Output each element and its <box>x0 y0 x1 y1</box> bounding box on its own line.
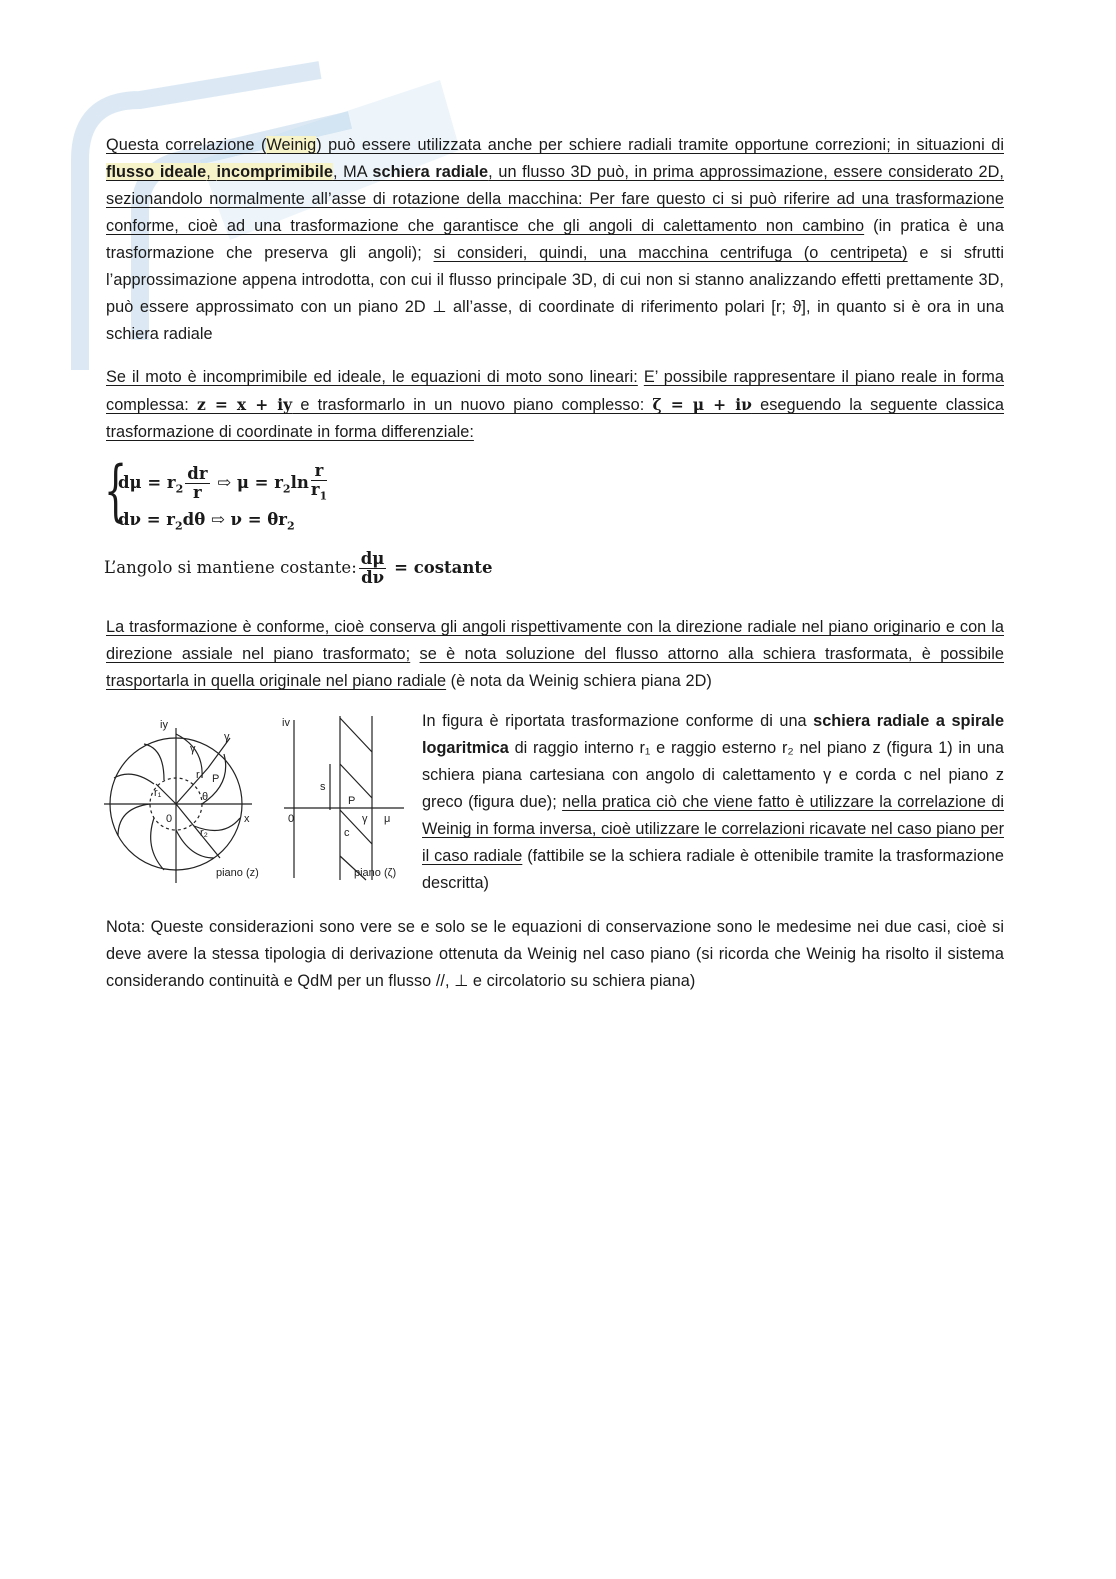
paragraph-note: Nota: Queste considerazioni sono vere se e solo se le equazioni di conservazione sono le medesime nei due casi, cioè si deve avere la stessa tipologia di derivazione ottenuta da Weinig nel caso piano (si ricorda che Weinig ha risolto il sistema considerando continuità e QdM per un flusso //, ⊥ e circolatorio su schiera piana) <box>106 918 1004 990</box>
svg-text:γ: γ <box>224 731 230 743</box>
svg-text:γ: γ <box>362 813 368 825</box>
svg-text:x: x <box>244 813 250 825</box>
svg-text:0: 0 <box>288 813 295 825</box>
svg-text:piano (z): piano (z) <box>216 867 259 879</box>
svg-text:r₂: r₂ <box>200 827 208 839</box>
svg-text:r: r <box>196 769 200 781</box>
equation-system <box>104 452 384 540</box>
svg-text:P: P <box>348 795 356 807</box>
figure-diagram <box>104 708 414 898</box>
svg-text:0: 0 <box>166 813 173 825</box>
svg-text:P: P <box>212 773 220 785</box>
equation-nu: $d\nu = r_2d\theta$ ⇨ $\nu = \theta r_2$ <box>118 510 295 533</box>
angle-constant-equation: L’angolo si mantiene costante: $\frac{d\mu}{d\nu}$ = costante <box>104 549 493 587</box>
figure-conformal-transform <box>104 708 414 898</box>
paragraph-conformal: La trasformazione è conforme, cioè conserva gli angoli rispettivamente con la direzione radiale nel piano originario e con la direzione assiale nel piano trasformato; se è nota soluzione del flusso attorno alla schiera trasformata, è possibile trasportarla in quella originale nel piano radiale (è nota da Weinig schiera piana 2D) <box>106 618 1004 690</box>
svg-text:r₁: r₁ <box>154 787 162 799</box>
svg-text:γ: γ <box>190 743 196 755</box>
svg-text:θ: θ <box>202 791 209 803</box>
svg-text:iv: iv <box>282 717 290 729</box>
paragraph-complex-plane: Se il moto è incomprimibile ed ideale, le equazioni di moto sono lineari: E’ possibile rappresentare il piano reale in forma complessa: z = x + iy e trasformarlo in un nuovo piano complesso: ζ = μ + iν eseguendo la seguente classica trasformazione di coordinate in forma differenziale: <box>106 368 1005 441</box>
svg-text:μ: μ <box>384 813 391 825</box>
equation-mu: $d\mu = r_2$ $\frac{dr}{r}$ ⇨ $\mu = r_2\ln$ $\frac{r}{r_1}$ <box>118 461 328 503</box>
paragraph-figure-description: In figura è riportata trasformazione conforme di una schiera radiale a spirale logaritmica di raggio interno r₁ e raggio esterno r₂ nel piano z (figura 1) in una schiera piana cartesiana con angolo di calettamento γ e corda c nel piano z greco (figura due); nella pratica ciò che viene fatto è utilizzare la correlazione di Weinig in forma inversa, cioè utilizzare le correlazioni ricavate nel caso piano per il caso radiale (fattibile se la schiera radiale è ottenibile tramite la trasformazione descritta) <box>422 712 1005 892</box>
svg-text:piano (ζ): piano (ζ) <box>354 867 397 879</box>
svg-text:s: s <box>320 781 326 793</box>
brace-symbol: { <box>104 452 128 529</box>
svg-text:c: c <box>344 827 350 839</box>
paragraph-weinig-intro: Questa correlazione (Weinig) può essere utilizzata anche per schiere radiali tramite opportune correzioni; in situazioni di flusso ideale, incomprimibile, MA schiera radiale, un flusso 3D può, in prima approssimazione, essere considerato 2D, sezionandolo normalmente all’asse di rotazione della macchina: Per fare questo ci si può riferire ad una trasformazione conforme, cioè ad una trasformazione che garantisce che gli angoli di calettamento non cambino (in pratica è una trasformazione che preserva gli angoli); si consideri, quindi, una macchina centrifuga (o centripeta) e si sfrutti l’approssimazione appena introdotta, con cui il flusso principale 3D, di cui non si stanno analizzando effetti prettamente 3D, può essere approssimato con un piano 2D ⊥ all’asse, di coordinate di riferimento polari [r; ϑ], in quanto si è ora in una schiera radiale <box>106 136 1004 343</box>
svg-text:iy: iy <box>160 719 168 731</box>
